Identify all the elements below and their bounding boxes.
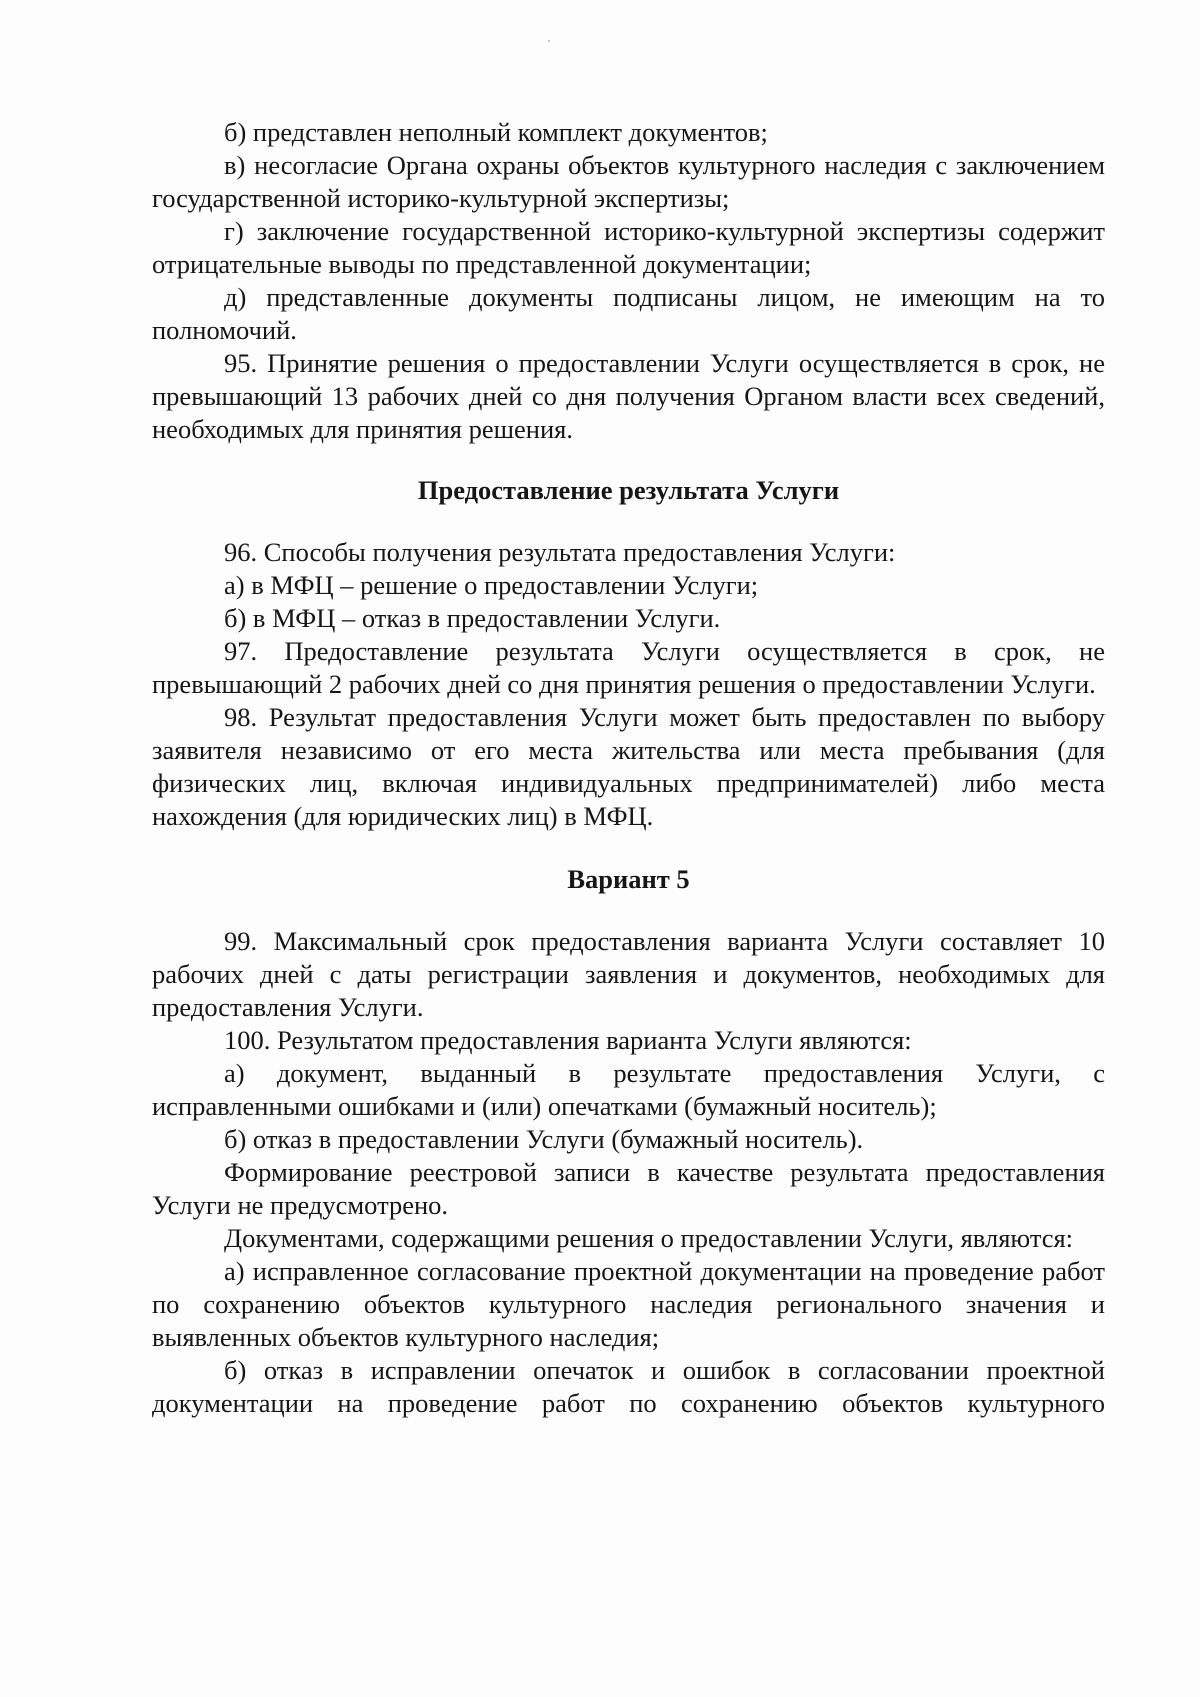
scan-speck: [548, 40, 550, 42]
section-heading-result: Предоставление результата Услуги: [417, 475, 840, 505]
paragraph-98: 98. Результат предоставления Услуги может быть предоставлен по выбору заявителя независимо от его места жительства или места пребывания (для физических лиц, включая индивидуальных предпринимателей) либо места нахождения (для юридических лиц) в МФЦ.: [152, 702, 1105, 831]
document-body: [152, 116, 1105, 1420]
section-heading-variant: Вариант 5: [567, 864, 690, 894]
paragraph-99: 99. Максимальный срок предоставления варианта Услуги составляет 10 рабочих дней с даты регистрации заявления и документов, необходимых для предоставления Услуги.: [152, 926, 1105, 1022]
paragraph-96-a: а) в МФЦ – решение о предоставлении Услуги;: [224, 570, 759, 600]
paragraph-100: 100. Результатом предоставления варианта Услуги являются:: [224, 1025, 912, 1055]
paragraph-item-v: в) несогласие Органа охраны объектов культурного наследия с заключением государственной историко-культурной экспертизы;: [152, 150, 1105, 213]
paragraph-95: 95. Принятие решения о предоставлении Услуги осуществляется в срок, не превышающий 13 рабочих дней со дня получения Органом власти всех сведений, необходимых для принятия решения.: [152, 348, 1105, 444]
paragraph-96-b: б) в МФЦ – отказ в предоставлении Услуги.: [224, 603, 721, 633]
paragraph-decision-a: а) исправленное согласование проектной документации на проведение работ по сохранению объектов культурного наследия регионального значения и выявленных объектов культурного наследия;: [152, 1256, 1105, 1352]
paragraph-100-a: а) документ, выданный в результате предоставления Услуги, с исправленными ошибками и (или) опечатками (бумажный носитель);: [152, 1058, 1105, 1121]
paragraph-97: 97. Предоставление результата Услуги осуществляется в срок, не превышающий 2 рабочих дней со дня принятия решения о предоставлении Услуги.: [152, 636, 1105, 699]
paragraph-decision-documents: Документами, содержащими решения о предоставлении Услуги, являются:: [224, 1223, 1074, 1253]
paragraph-100-b: б) отказ в предоставлении Услуги (бумажный носитель).: [224, 1124, 864, 1154]
paragraph-item-b: б) представлен неполный комплект документов;: [224, 117, 768, 147]
paragraph-decision-b: б) отказ в исправлении опечаток и ошибок в согласовании проектной документации на проведение работ по сохранению объектов культурного: [152, 1355, 1105, 1418]
paragraph-item-g: г) заключение государственной историко-культурной экспертизы содержит отрицательные выводы по представленной документации;: [152, 216, 1105, 279]
paragraph-registry-note: Формирование реестровой записи в качестве результата предоставления Услуги не предусмотрено.: [152, 1157, 1105, 1220]
paragraph-96: 96. Способы получения результата предоставления Услуги:: [224, 537, 896, 567]
paragraph-item-d: д) представленные документы подписаны лицом, не имеющим на то полномочий.: [152, 282, 1105, 345]
